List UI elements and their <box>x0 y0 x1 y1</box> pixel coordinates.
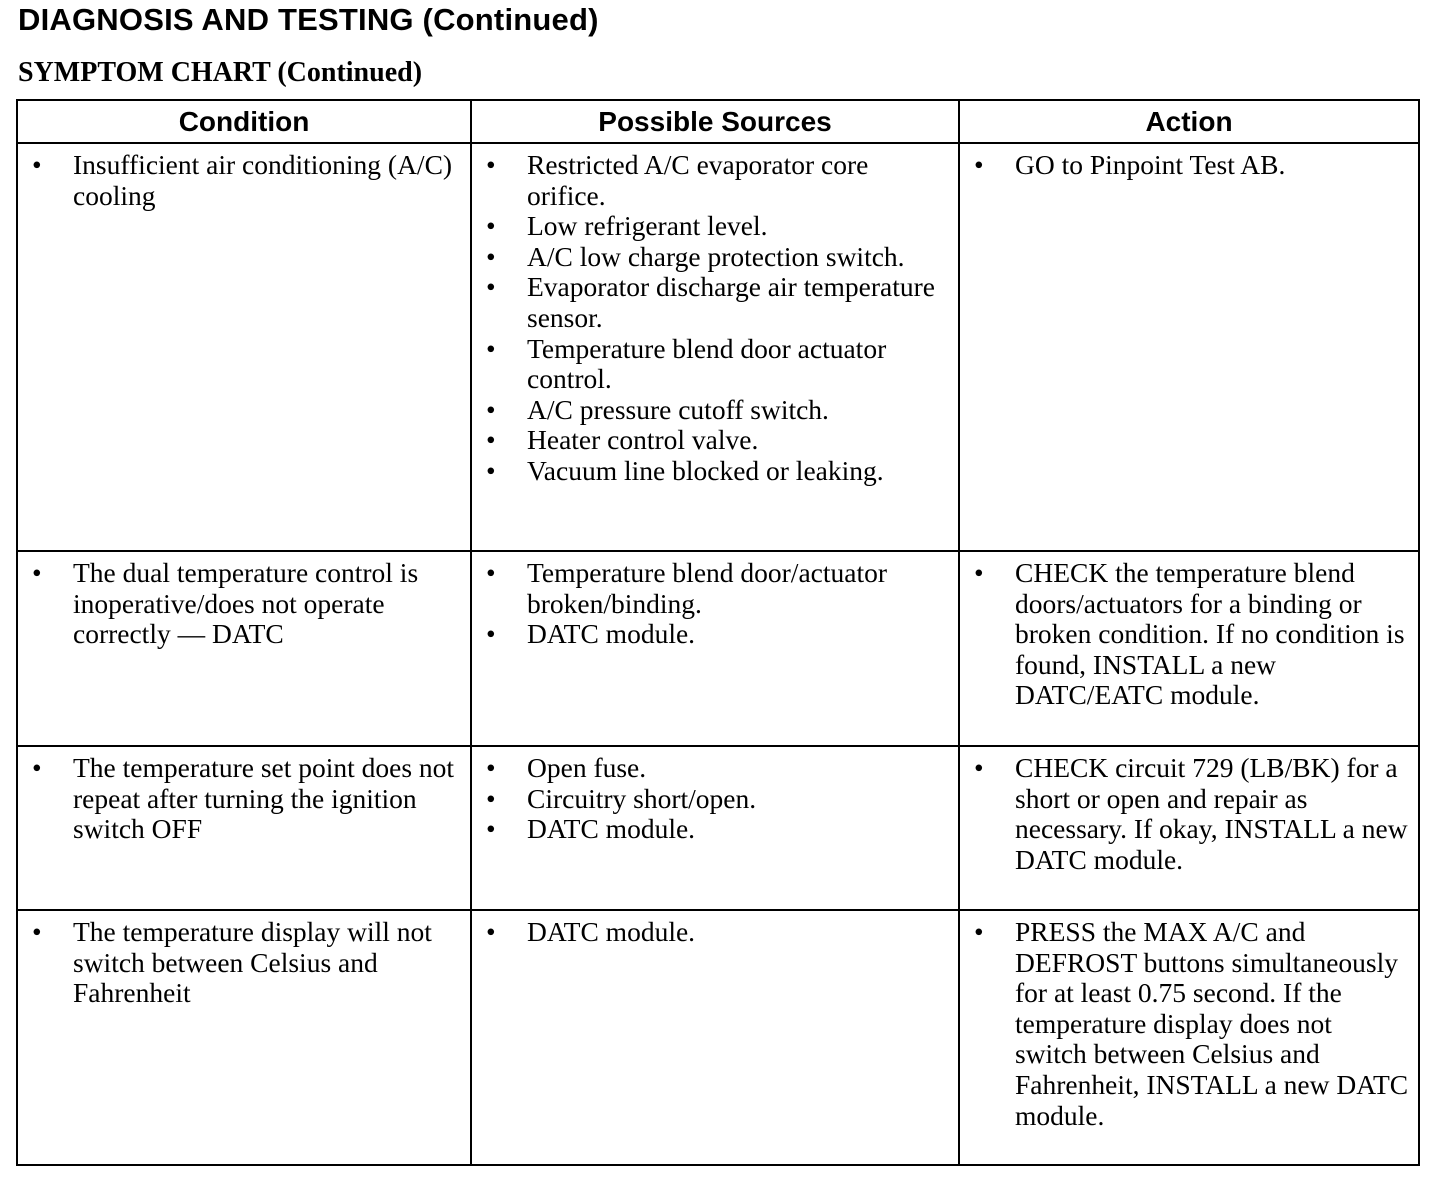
list-item <box>482 395 950 426</box>
list-item <box>482 558 950 619</box>
bullet-icon: • <box>486 752 496 783</box>
bullet-icon: • <box>974 752 984 783</box>
list-item-text: A/C pressure cutoff switch. <box>527 393 829 425</box>
bullet-icon: • <box>486 454 496 486</box>
cell-action <box>959 910 1419 1165</box>
list-item-text: CHECK the temperature blend doors/actuators for a binding or broken condition. If no condition is found, INSTALL a new DATC/EATC module. <box>1015 557 1405 711</box>
bullet-icon: • <box>486 271 496 303</box>
list-item <box>28 917 462 1009</box>
list-item-text: The temperature set point does not repeat after turning the ignition switch OFF <box>73 752 455 845</box>
bullet-icon: • <box>486 424 496 456</box>
list-item-text: GO to Pinpoint Test AB. <box>1015 149 1286 180</box>
cell-condition <box>17 910 471 1165</box>
bullet-list <box>482 753 950 845</box>
table-row <box>17 910 1419 1165</box>
list-item <box>28 558 462 650</box>
table-row <box>17 143 1419 551</box>
list-item-text: The dual temperature control is inoperative/does not operate correctly — DATC <box>73 557 419 650</box>
bullet-icon: • <box>974 916 984 947</box>
list-item-text: Vacuum line blocked or leaking. <box>527 454 884 486</box>
list-item-text: Circuitry short/open. <box>527 782 757 814</box>
list-item-text: A/C low charge protection switch. <box>527 240 905 272</box>
bullet-icon: • <box>974 149 984 180</box>
bullet-icon: • <box>974 557 984 588</box>
table-body <box>17 143 1419 1165</box>
bullet-icon: • <box>486 332 496 364</box>
bullet-icon: • <box>486 393 496 425</box>
bullet-list <box>970 753 1410 875</box>
bullet-icon: • <box>32 557 42 588</box>
bullet-list <box>482 558 950 650</box>
bullet-icon: • <box>32 752 42 783</box>
bullet-list <box>970 558 1410 711</box>
bullet-icon: • <box>486 240 496 272</box>
list-item-text: Insufficient air conditioning (A/C) cooling <box>73 149 453 211</box>
list-item <box>970 753 1410 875</box>
list-item <box>482 917 950 948</box>
bullet-icon: • <box>486 813 496 845</box>
list-item-text: Temperature blend door/actuator broken/binding. <box>527 557 887 619</box>
page-title: DIAGNOSIS AND TESTING (Continued) <box>18 2 599 37</box>
list-item <box>970 917 1410 1131</box>
cell-possible-sources <box>471 143 959 551</box>
list-item-text: PRESS the MAX A/C and DEFROST buttons simultaneously for at least 0.75 second. If the temperature display does not switch between Celsius and Fahrenheit, INSTALL a new DATC module. <box>1015 916 1409 1131</box>
list-item-text: Temperature blend door actuator control. <box>527 332 887 395</box>
list-item <box>482 150 950 211</box>
list-item-text: Low refrigerant level. <box>527 210 768 242</box>
table-row <box>17 551 1419 746</box>
list-item-text: DATC module. <box>527 916 696 947</box>
chart-subtitle: SYMPTOM CHART (Continued) <box>18 57 423 88</box>
bullet-icon: • <box>32 149 42 180</box>
bullet-list <box>28 150 462 211</box>
bullet-icon: • <box>32 916 42 947</box>
column-header-action: Action <box>959 100 1419 143</box>
cell-possible-sources <box>471 746 959 910</box>
list-item-text: CHECK circuit 729 (LB/BK) for a short or open and repair as necessary. If okay, INSTALL a new DATC module. <box>1015 752 1408 875</box>
cell-possible-sources <box>471 551 959 746</box>
table-header-row <box>17 100 1419 143</box>
table-row <box>17 746 1419 910</box>
list-item-text: DATC module. <box>527 618 696 650</box>
list-item-text: Evaporator discharge air temperature sensor. <box>527 271 935 333</box>
list-item <box>482 272 950 333</box>
cell-condition <box>17 143 471 551</box>
cell-possible-sources <box>471 910 959 1165</box>
list-item-text: Heater control valve. <box>527 424 759 456</box>
list-item <box>482 334 950 395</box>
cell-action <box>959 746 1419 910</box>
list-item-text: DATC module. <box>527 813 696 845</box>
bullet-icon: • <box>486 916 496 947</box>
list-item-text: Restricted A/C evaporator core orifice. <box>527 149 869 211</box>
bullet-icon: • <box>486 782 496 814</box>
list-item <box>482 425 950 456</box>
list-item-text: The temperature display will not switch between Celsius and Fahrenheit <box>73 916 432 1009</box>
cell-action <box>959 551 1419 746</box>
list-item <box>970 558 1410 711</box>
list-item <box>482 753 950 784</box>
list-item <box>28 753 462 845</box>
symptom-chart-table <box>16 99 1420 1166</box>
list-item <box>970 150 1410 181</box>
column-header-condition: Condition <box>17 100 471 143</box>
cell-action <box>959 143 1419 551</box>
bullet-icon: • <box>486 618 496 650</box>
bullet-list <box>482 150 950 487</box>
bullet-list <box>28 753 462 845</box>
bullet-list <box>970 150 1410 181</box>
bullet-list <box>28 917 462 1009</box>
cell-condition <box>17 551 471 746</box>
bullet-list <box>970 917 1410 1131</box>
list-item <box>482 211 950 242</box>
list-item <box>482 784 950 815</box>
bullet-icon: • <box>486 149 496 180</box>
bullet-icon: • <box>486 557 496 588</box>
list-item-text: Open fuse. <box>527 752 647 783</box>
list-item <box>482 456 950 487</box>
column-header-possible-sources: Possible Sources <box>471 100 959 143</box>
bullet-icon: • <box>486 210 496 242</box>
list-item <box>482 619 950 650</box>
cell-condition <box>17 746 471 910</box>
list-item <box>482 242 950 273</box>
bullet-list <box>28 558 462 650</box>
list-item <box>482 814 950 845</box>
list-item <box>28 150 462 211</box>
bullet-list <box>482 917 950 948</box>
